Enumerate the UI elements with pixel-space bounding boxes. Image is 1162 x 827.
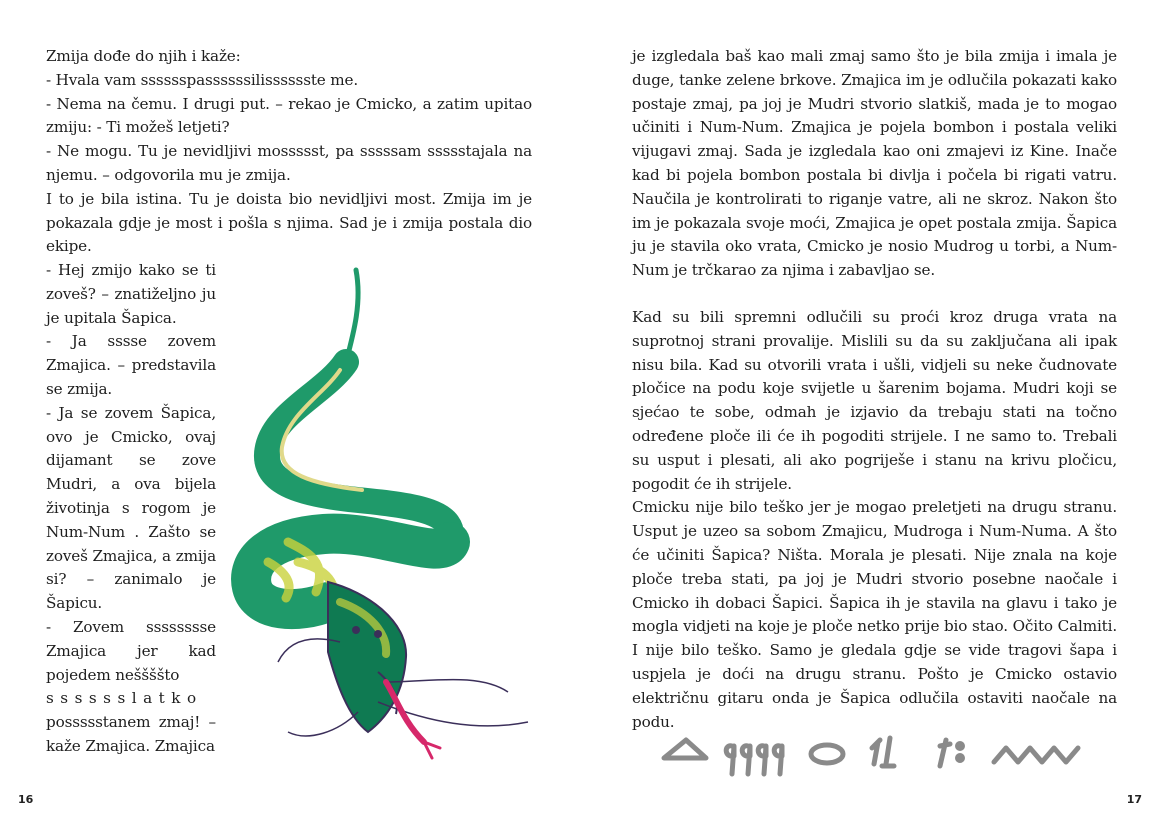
text-line: Kad su bili spremni odlučili su proći kroz druga vrata na suprotnoj strani provalije. Mislili su da su zaključana ali ipak nisu bila. Kad su otvorili vrata i ušli, vidjeli su neke čudnovate pločice na podu koje svijetle u šarenim bojama. Mudri koji se sjećao te sobe, odmah je izjavio da trebaju stati na točno određene ploče ili će ih pogoditi strijele. I ne samo to. Trebali su usput i plesati, ali ako pogriješe i stanu na krivu pločicu, pogodit će ih strijele.	[632, 308, 1117, 493]
spaced-word: sssssslatko	[46, 689, 203, 708]
decorative-glyph-row	[660, 734, 1090, 784]
dragon-tongue-tip	[424, 742, 440, 758]
right-page-paragraph-2	[632, 306, 1117, 734]
text-line: - Hvala vam sssssspassssssilisssssste me.	[46, 70, 359, 89]
page-number-left: 16	[18, 793, 34, 806]
page-number-right: 17	[1126, 793, 1142, 806]
oval-glyph-icon	[811, 745, 843, 763]
left-page-narrow-column	[46, 259, 216, 759]
left-page-top-text	[46, 45, 532, 259]
text-line: possssstanem zmaj! – kaže Zmajica. Zmajica	[46, 713, 216, 755]
text-line: Zmija dođe do njih i kaže:	[46, 47, 241, 65]
double-stroke-glyph-icon	[872, 738, 894, 766]
right-page-paragraph-1: je izgledala baš kao mali zmaj samo što je bila zmija i imala je duge, tanke zelene brkove. Zmajica im je odlučila pokazati kako postaje zmaj, pa joj je Mudri stvorio slatkiš, mada je to mogao učiniti i Num-Num. Zmajica je pojela bombon i postala veliki vijugavi zmaj. Sada je izgledala kao oni zmajevi iz Kine. Inače kad bi pojela bombon postala bi divlja i počela bi rigati vatru. Naučila je kontrolirati to riganje vatre, ali ne skroz. Nakon što im je pokazala svoje moći, Zmajica je opet postala zmija. Šapica ju je stavila oko vrata, Cmicko je nosio Mudrog u torbi, a Num-Num je trčkarao za njima i zabavljao se.	[632, 47, 1117, 280]
dragon-tongue	[386, 682, 424, 742]
dragon-belly-upper	[282, 370, 362, 490]
text-line: - Ne mogu. Tu je nevidljivi mossssst, pa sssssam ssssstajala na njemu. – odgovorila mu je zmija.	[46, 142, 532, 184]
text-line: - Hej zmijo kako se ti zoveš? – znatiželjno ju je upitala Šapica.	[46, 261, 216, 327]
triangle-glyph-icon	[664, 740, 706, 758]
text-line: - Ja se zovem Šapica, ovo je Cmicko, ovaj dijamant se zove Mudri, a ova bijela životinja s rogom je Num-Num . Zašto se zoveš Zmajica, a zmija si? – zanimalo je Šapicu.	[46, 403, 216, 613]
text-line: - Zovem sssssssse Zmajica jer kad pojedem neššššto	[46, 617, 216, 684]
text-line: Cmicku nije bilo teško jer je mogao preletjeti na drugu stranu. Usput je uzeo sa sobom Zmajicu, Mudroga i Num-Numa. A što će učiniti Šapica? Ništa. Morala je plesati. Nije znala na koje ploče treba stati, pa joj je Mudri stvorio posebne naočale i Cmicko ih dobaci Šapici. Šapica ih je stavila na glavu i tako je mogla vidjeti na koje je ploče netko prije bio stao. Očito Calmiti. I nije bilo teško. Samo je gledala gdje se vide tragovi šapa i uspjela je doći na drugu stranu. Pošto je Cmicko ostavio električnu gitaru onda je Šapica odlučila ostaviti naočale na podu.	[632, 498, 1117, 731]
dot-glyph-icon	[958, 744, 963, 749]
dragon-eye	[352, 626, 360, 634]
dragon-eye	[374, 630, 382, 638]
wave-glyph-icon	[994, 748, 1078, 762]
text-line: - Nema na čemu. I drugi put. – rekao je Cmicko, a zatim upitao zmiju: - Ti možeš letjeti?	[46, 94, 532, 137]
right-page	[581, 0, 1162, 827]
dragon-tail	[346, 270, 358, 362]
text-line: - Ja sssse zovem Zmajica. – predstavila se zmija.	[46, 332, 216, 398]
dot-glyph-icon	[958, 756, 963, 761]
dragon-illustration	[228, 262, 573, 782]
triple-loop-glyph-icon	[726, 746, 782, 774]
dragon-body-upper	[267, 362, 451, 542]
mark-dots-glyph-icon	[940, 740, 950, 766]
text-line: I to je bila istina. Tu je doista bio nevidljivi most. Zmija im je pokazala gdje je most i pošla s njima. Sad je i zmija postala dio ekipe.	[46, 189, 532, 256]
